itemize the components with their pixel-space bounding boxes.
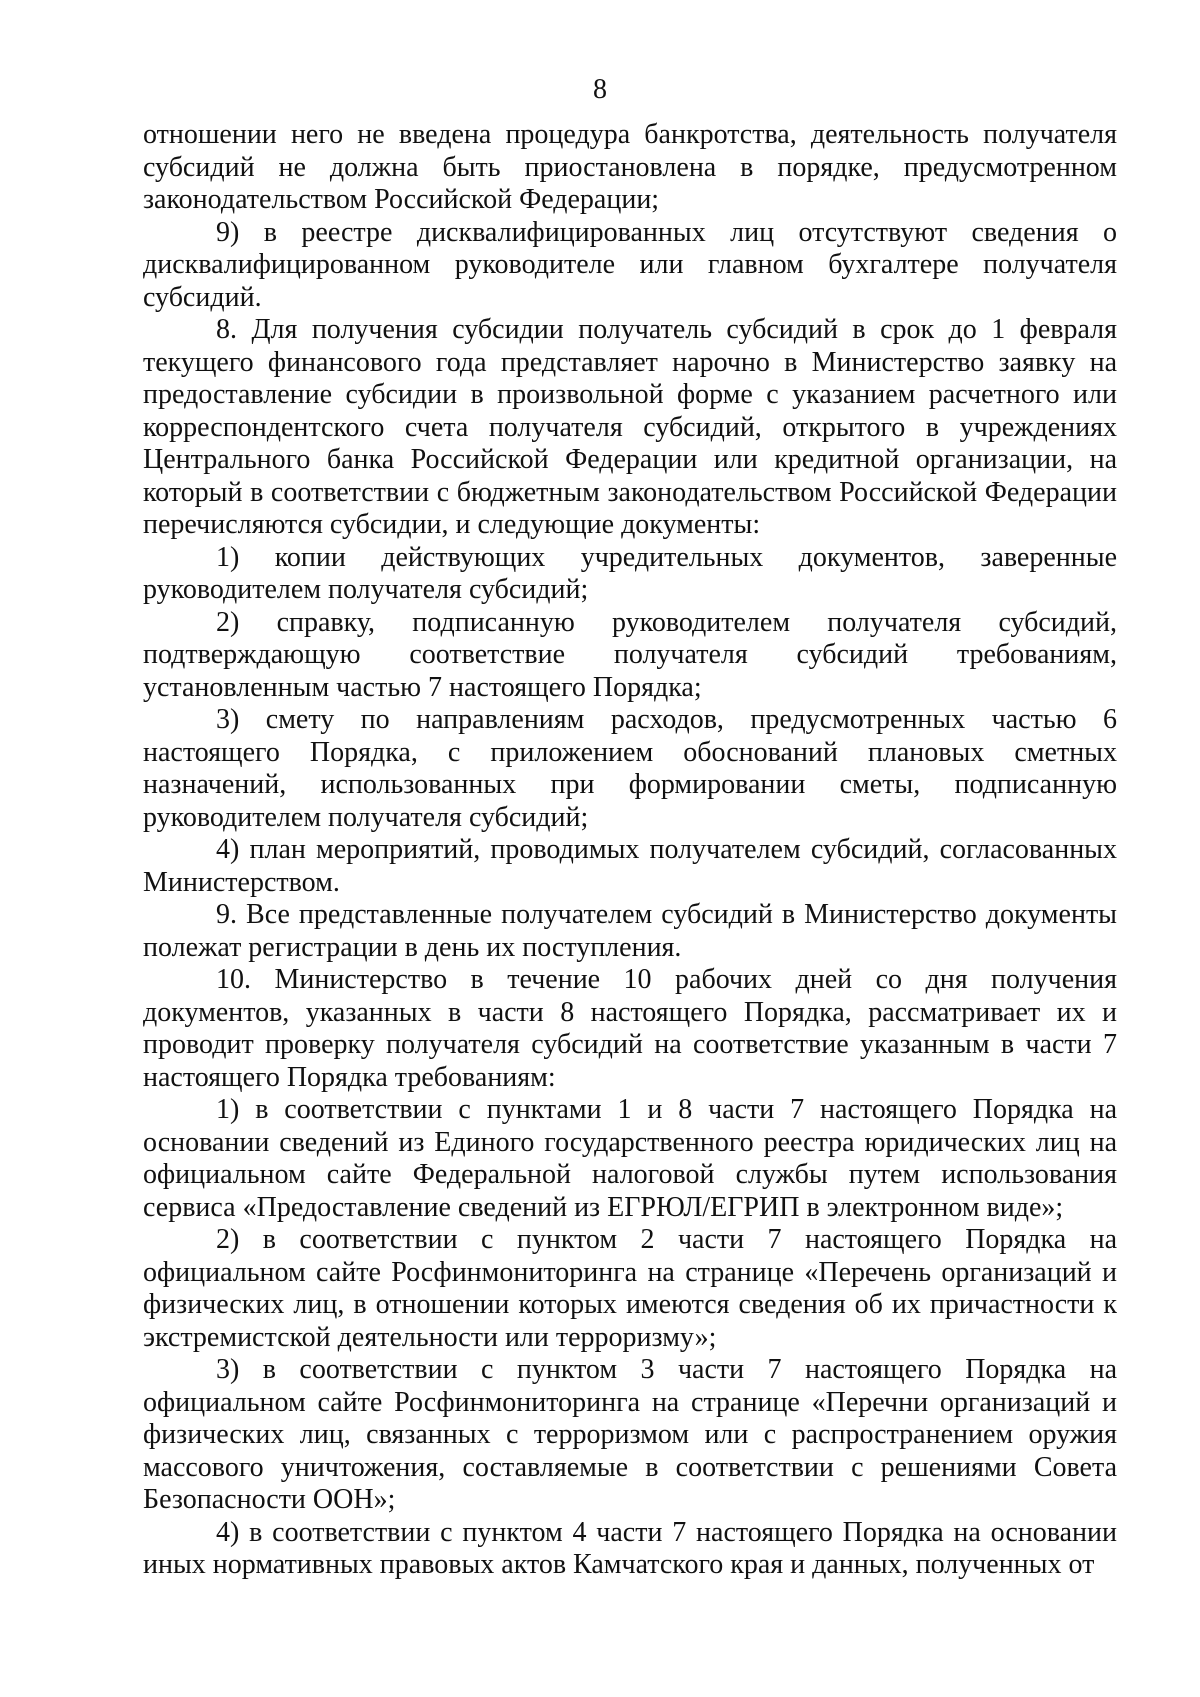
- paragraph-check-item-4: 4) в соответствии с пунктом 4 части 7 настоящего Порядка на основании иных нормативных правовых актов Камчатского края и данных, полученных от: [143, 1516, 1117, 1580]
- paragraph-section-8: 8. Для получения субсидии получатель субсидий в срок до 1 февраля текущего финансового года представляет нарочно в Министерство заявку на предоставление субсидии в произвольной форме с указанием расчетного или корреспондентского счета получателя субсидий, открытого в учреждениях Центрального банка Российской Федерации или кредитной организации, на который в соответствии с бюджетным законодательством Российской Федерации перечисляются субсидии, и следующие документы:: [143, 314, 1117, 540]
- paragraph-continuation: отношении него не введена процедура банкротства, деятельность получателя субсидий не должна быть приостановлена в порядке, предусмотренном законодательством Российской Федерации;: [143, 119, 1117, 215]
- paragraph-section-9: 9. Все представленные получателем субсидий в Министерство документы полежат регистрации в день их поступления.: [143, 899, 1117, 963]
- paragraph-doc-item-4: 4) план мероприятий, проводимых получателем субсидий, согласованных Министерством.: [143, 834, 1117, 898]
- paragraph-section-10: 10. Министерство в течение 10 рабочих дней со дня получения документов, указанных в части 8 настоящего Порядка, рассматривает их и проводит проверку получателя субсидий на соответствие указанным в части 7 настоящего Порядка требованиям:: [143, 964, 1117, 1093]
- paragraph-doc-item-2: 2) справку, подписанную руководителем получателя субсидий, подтверждающую соответствие получателя субсидий требованиям, установленным частью 7 настоящего Порядка;: [143, 606, 1117, 703]
- paragraph-check-item-2: 2) в соответствии с пунктом 2 части 7 настоящего Порядка на официальном сайте Росфинмониторинга на странице «Перечень организаций и физических лиц, в отношении которых имеются сведения об их причастности к экстремистской деятельности или терроризму»;: [143, 1224, 1117, 1353]
- paragraph-doc-item-1: 1) копии действующих учредительных документов, заверенные руководителем получателя субсидий;: [143, 541, 1117, 605]
- paragraph-item-9: 9) в реестре дисквалифицированных лиц отсутствуют сведения о дисквалифицированном руководителе или главном бухгалтере получателя субсидий.: [143, 216, 1117, 313]
- paragraph-check-item-3: 3) в соответствии с пунктом 3 части 7 настоящего Порядка на официальном сайте Росфинмониторинга на странице «Перечни организаций и физических лиц, связанных с терроризмом или с распространением оружия массового уничтожения, составляемые в соответствии с решениями Совета Безопасности ООН»;: [143, 1354, 1117, 1515]
- paragraph-check-item-1: 1) в соответствии с пунктами 1 и 8 части 7 настоящего Порядка на основании сведений из Единого государственного реестра юридических лиц на официальном сайте Федеральной налоговой службы путем использования сервиса «Предоставление сведений из ЕГРЮЛ/ЕГРИП в электронном виде»;: [143, 1094, 1117, 1223]
- paragraph-doc-item-3: 3) смету по направлениям расходов, предусмотренных частью 6 настоящего Порядка, с приложением обоснований плановых сметных назначений, использованных при формировании сметы, подписанную руководителем получателя субсидий;: [143, 704, 1117, 833]
- document-body: [143, 119, 1117, 1582]
- page-number: 8: [593, 74, 607, 105]
